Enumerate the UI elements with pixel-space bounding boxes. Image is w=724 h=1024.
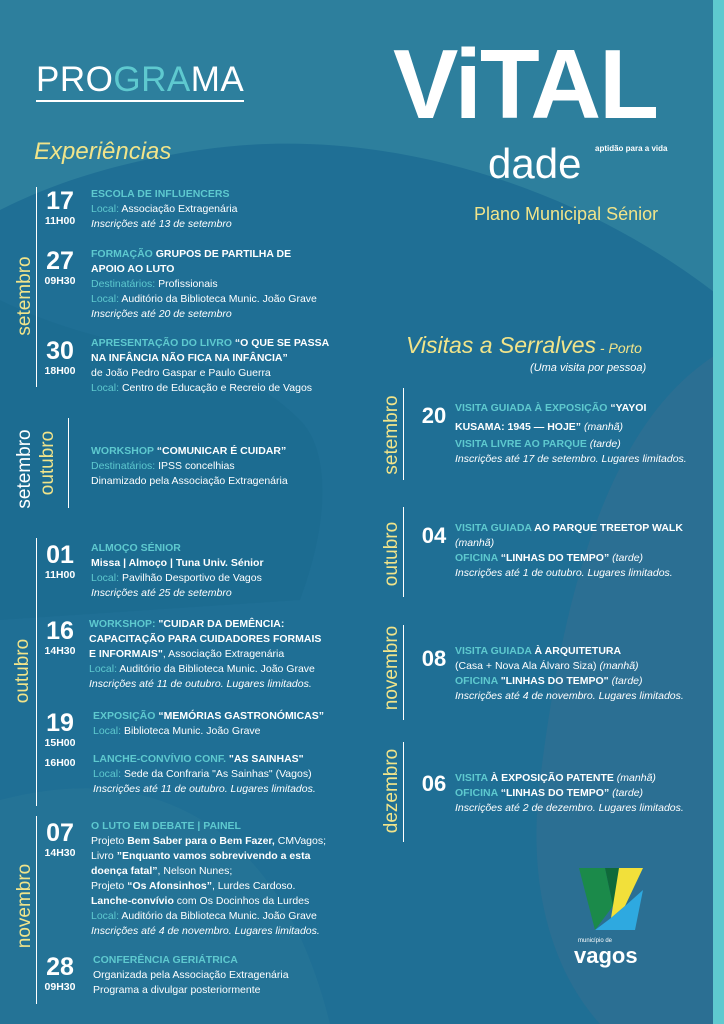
v-a: VISITA [455,772,488,784]
event-title-a: APRESENTAÇÃO DO LIVRO [91,337,232,349]
v-d: OFICINA [455,552,498,564]
day: 08 [421,646,447,671]
event-30 [91,336,329,396]
local-label: Local: [91,572,120,584]
v-e: “LINHAS DO TEMPO” [497,787,610,799]
event-title-a: FORMAÇÃO [91,248,153,260]
serralves-sub: - Porto [596,340,642,356]
inscricoes: Inscrições até 4 de novembro. Lugares limitados. [91,925,320,937]
inscricoes: Inscrições até 17 de setembro. Lugares limitados. [455,453,687,465]
l1b: Bem Saber para o Bem Fazer, [127,835,275,847]
event-title-a: LANCHE-CONVÍVIO CONF. [93,753,227,765]
date-r-04 [412,524,456,548]
v-c: KUSAMA: 1945 — HOJE” [455,421,582,433]
day: 04 [421,523,447,548]
event-title: ESCOLA DE INFLUENCERS [91,188,230,200]
serralves-note: (Uma visita por pessoa) [530,362,647,374]
date-01 [38,542,82,582]
v-e: OFICINA [455,675,498,687]
day: 16 [46,617,74,645]
local-label: Local: [91,293,120,305]
event-16 [89,617,321,692]
vagos-small: município de [578,938,613,944]
v-e: VISITA LIVRE AO PARQUE [455,438,587,450]
inscricoes: Inscrições até 11 de outubro. Lugares limitados. [89,678,312,690]
divider-r4 [403,742,404,842]
day: 20 [421,403,447,428]
event-sub: Missa | Almoço | Tuna Univ. Sénior [91,557,264,569]
event-19 [93,709,324,739]
divider-out [36,538,37,806]
event-title-b: GRUPOS DE PARTILHA DE [152,248,292,260]
plano-subtitle: Plano Municipal Sénior [474,204,659,224]
month-r-setembro: setembro [381,395,402,475]
event-title: O LUTO EM DEBATE | PAINEL [91,820,241,832]
event-by: Dinamizado pela Associação Extragenária [91,475,288,487]
month-novembro: novembro [14,863,35,949]
day: 06 [421,771,447,796]
l2: Programa a divulgar posteriormente [93,984,261,996]
day: 01 [46,541,74,569]
divider-nov [36,816,37,1004]
l1c: CMVagos; [274,835,327,847]
event-28 [93,953,289,998]
v-d: OFICINA [455,787,498,799]
date-28 [38,954,82,994]
l4b: “Os Afonsinhos” [127,880,212,892]
visit-20 [455,401,687,467]
local: Pavilhão Desportivo de Vagos [119,572,262,584]
month-r-outubro: outubro [381,521,402,587]
event-title-c: APOIO AO LUTO [91,263,175,275]
v-a: VISITA GUIADA [455,645,532,657]
inscricoes: Inscrições até 4 de novembro. Lugares limitados. [455,690,684,702]
l2b: ”Enquanto vamos sobrevivendo a esta [116,850,311,862]
inscricoes: Inscrições até 1 de outubro. Lugares limitados. [455,567,673,579]
v-d: (manhã) [581,421,624,433]
programa-title-a: PRO [36,60,114,99]
inscricoes: Inscrições até 20 de setembro [91,308,232,320]
local-label: Local: [93,725,122,737]
event-27 [91,247,317,322]
date-r-20 [412,404,456,428]
dest-label: Destinatários: [91,460,156,472]
local: Sede da Confraria "As Sainhas" (Vagos) [121,768,312,780]
inscricoes: Inscrições até 11 de outubro. Lugares limitados. [93,783,316,795]
l1a: Projeto [91,835,128,847]
v-c: (manhã) [613,772,656,784]
event-title-b: “COMUNICAR É CUIDAR” [153,445,287,457]
event-title-a: EXPOSIÇÃO [93,710,156,722]
month-setembro: setembro [14,256,35,336]
date-r-08 [412,647,456,671]
vital-logo [393,29,693,190]
l5b: com Os Docinhos da Lurdes [173,895,310,907]
dest-label: Destinatários: [91,278,156,290]
event-title-c: NA INFÂNCIA NÃO FICA NA INFÂNCIA” [91,352,288,364]
hour: 18H00 [44,365,76,377]
event-title-c: CAPACITAÇÃO PARA CUIDADORES FORMAIS [89,633,322,645]
hour: 09H30 [44,981,76,993]
serralves-title [406,332,642,359]
month-r-dezembro: dezembro [381,748,402,834]
local: Associação Extragenária [119,203,238,215]
day: 19 [46,709,74,737]
event-title-a: WORKSHOP: [89,618,156,630]
hour: 14H30 [44,847,76,859]
programa-title-b: GRA [113,60,191,99]
day: 17 [46,187,74,215]
v-a: VISITA GUIADA À EXPOSIÇÃO [455,402,608,414]
day: 27 [46,247,74,275]
local-label: Local: [89,663,118,675]
v-b: À EXPOSIÇÃO PATENTE [487,772,614,784]
month-setembro-2: setembro [14,429,35,509]
experiences-heading: Experiências [34,138,172,165]
dest: IPSS concelhias [155,460,235,472]
inscricoes: Inscrições até 13 de setembro [91,218,232,230]
event-17 [91,187,238,232]
date-27 [38,248,82,288]
visit-06 [455,771,684,816]
inscricoes: Inscrições até 2 de dezembro. Lugares limitados. [455,802,684,814]
v-a: VISITA GUIADA [455,522,532,534]
event-by: de João Pedro Gaspar e Paulo Guerra [91,367,271,379]
event-title: CONFERÊNCIA GERIÁTRICA [93,954,238,966]
v-b: “YAYOI [607,402,647,414]
logo-vital: ViTAL [393,29,658,139]
hour: 11H00 [44,215,76,227]
l3a: doença fatal” [91,865,158,877]
local-label: Local: [91,203,120,215]
month-outubro-1: outubro [37,430,58,496]
visit-08 [455,644,684,704]
day: 07 [46,819,74,847]
date-30 [38,338,82,378]
inscricoes: Inscrições até 25 de setembro [91,587,232,599]
hour: 11H00 [44,569,76,581]
date-16h00 [38,756,82,770]
hour: 16H00 [44,757,76,769]
local: Auditório da Biblioteca Munic. João Grave [119,910,317,922]
month-r-novembro: novembro [381,625,402,711]
l2a: Livro [91,850,117,862]
logo-dade: dade [488,140,582,187]
local: Biblioteca Munic. João Grave [121,725,261,737]
logo-tagline: aptidão para a vida [595,144,668,153]
event-workshop-comunicar [91,444,288,489]
event-title-b: “MEMÓRIAS GASTRONÓMICAS” [155,710,325,722]
v-c: (manhã) [455,537,495,549]
v-f: (tarde) [609,552,644,564]
programa-title-c: MA [190,60,245,99]
event-lanche-sainhas [93,752,316,797]
event-title-b: "AS SAINHAS" [226,753,304,765]
l3b: , Nelson Nunes; [157,865,233,877]
v-f: (tarde) [586,438,621,450]
dest: Profissionais [155,278,218,290]
event-01 [91,541,264,601]
v-f: (tarde) [609,787,644,799]
v-e: “LINHAS DO TEMPO” [497,552,610,564]
date-07 [38,820,82,860]
vagos-brand: vagos [574,943,638,968]
visit-04 [455,521,683,581]
event-title-b: “O QUE SE PASSA [231,337,330,349]
divider-r1 [403,388,404,480]
local-label: Local: [91,910,120,922]
local: Auditório da Biblioteca Munic. João Grave [119,293,317,305]
divider-r3 [403,625,404,720]
local-label: Local: [91,382,120,394]
v-f: "LINHAS DO TEMPO" [497,675,609,687]
event-title-b: "CUIDAR DA DEMÊNCIA: [155,618,285,630]
hour: 15H00 [44,737,76,749]
event-title-d: E INFORMAIS" [89,648,163,660]
local-label: Local: [93,768,122,780]
date-16 [38,618,82,658]
l5a: Lanche-convívio [91,895,174,907]
date-19 [38,710,82,750]
date-17 [38,188,82,228]
l4c: , Lurdes Cardoso. [211,880,296,892]
event-title-a: WORKSHOP [91,445,154,457]
day: 28 [46,953,74,981]
v-c: (Casa + Nova Ala Álvaro Siza) [455,660,597,672]
divider-set [36,187,37,387]
vagos-logo [570,866,650,976]
event-title-e: , Associação Extragenária [162,648,285,660]
date-r-06 [412,772,456,796]
v-b: À ARQUITETURA [531,645,622,657]
v-d: (manhã) [596,660,639,672]
month-outubro: outubro [12,638,33,704]
vagos-logo-mark [575,866,645,932]
programa-title [36,60,244,102]
local: Auditório da Biblioteca Munic. João Grave [117,663,315,675]
v-b: AO PARQUE TREETOP WALK [531,522,683,534]
divider-r2 [403,507,404,597]
local: Centro de Educação e Recreio de Vagos [119,382,313,394]
l1: Organizada pela Associação Extragenária [93,969,289,981]
serralves-heading: Visitas a Serralves [406,332,597,358]
event-title: ALMOÇO SÉNIOR [91,542,181,554]
hour: 14H30 [44,645,76,657]
v-g: (tarde) [608,675,643,687]
day: 30 [46,337,74,365]
divider-setout [68,418,69,508]
event-07 [91,819,326,939]
l4a: Projeto [91,880,128,892]
hour: 09H30 [44,275,76,287]
